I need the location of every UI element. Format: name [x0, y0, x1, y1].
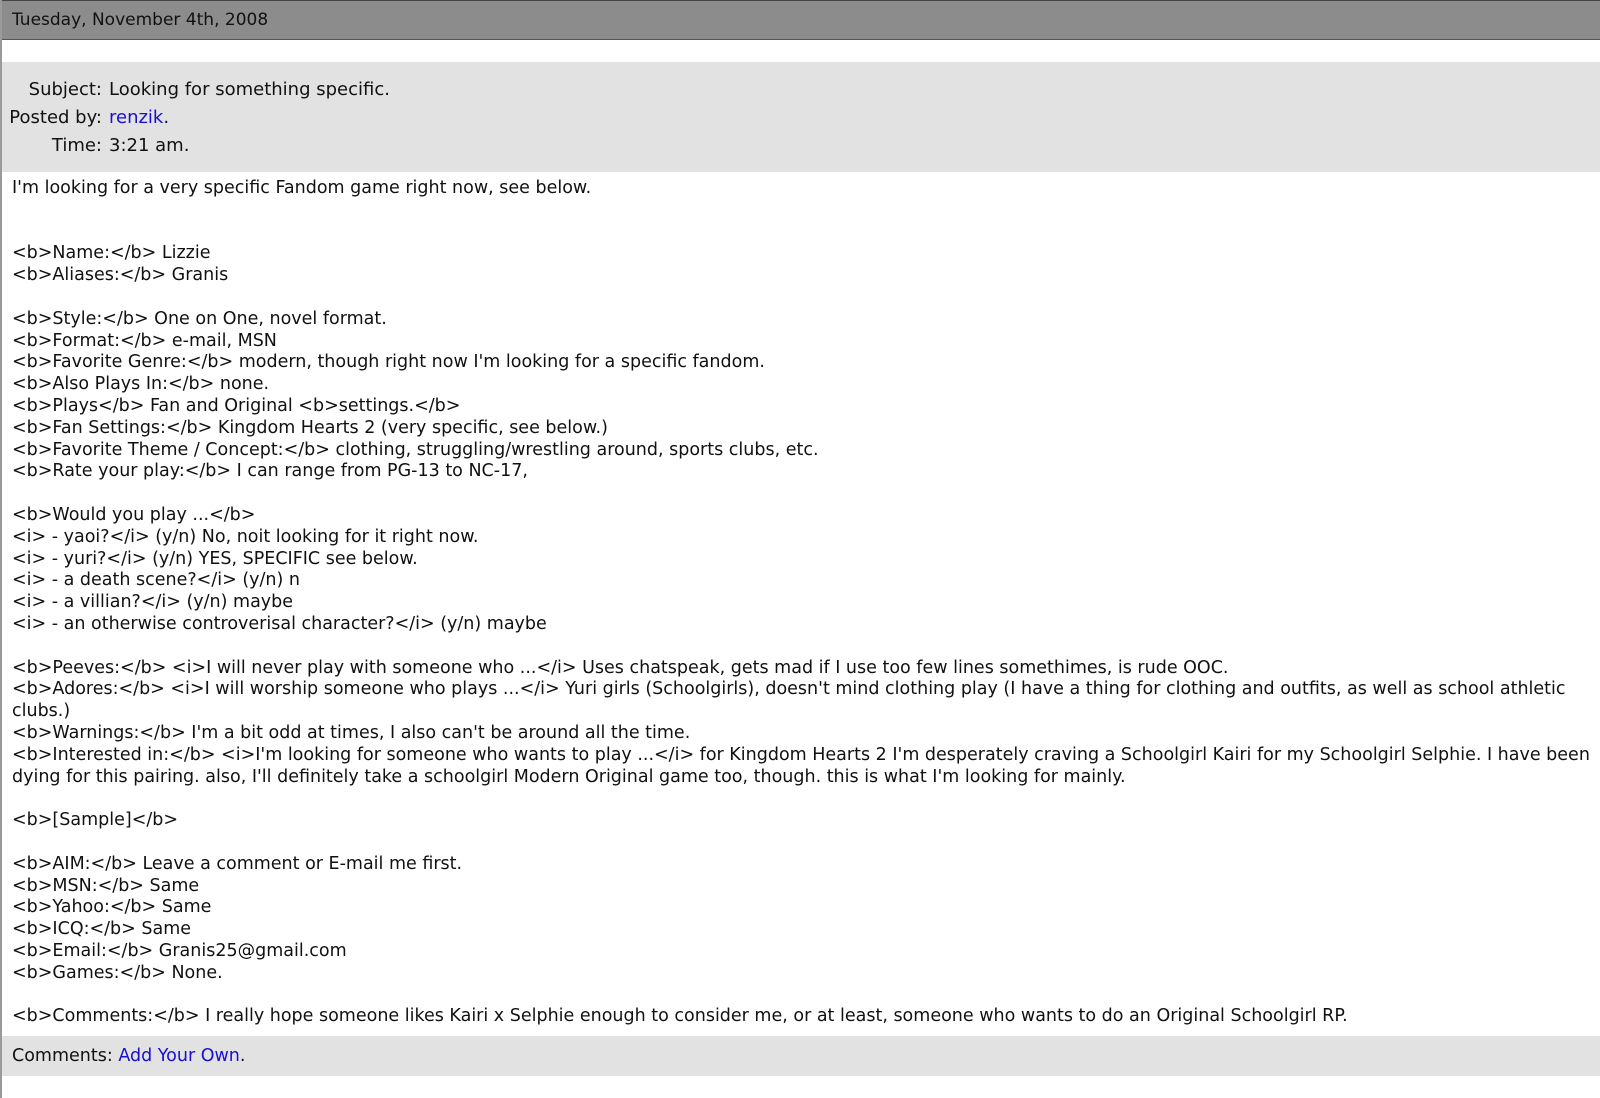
entry-line: <b>Yahoo:</b> Same — [12, 897, 212, 918]
entry-meta — [2, 62, 1600, 172]
posted-by-row — [2, 104, 1600, 132]
subject-label: Subject: — [28, 79, 102, 100]
time-row — [2, 132, 1600, 160]
comments-suffix: . — [239, 1046, 246, 1066]
entry-date: Tuesday, November 4th, 2008 — [12, 10, 269, 30]
entry-line: <b>Name:</b> Lizzie — [12, 243, 211, 264]
entry-line: <i> - a death scene?</i> (y/n) n — [12, 570, 300, 591]
entry-line — [12, 483, 1590, 505]
entry-line: <i> - yaoi?</i> (y/n) No, noit looking for it right now. — [12, 526, 479, 547]
entry-line: <b>Also Plays In:</b> none. — [12, 374, 270, 395]
posted-by-label: Posted by: — [9, 107, 102, 128]
time-value: 3:21 am. — [109, 135, 190, 156]
add-comment-link[interactable]: Add Your Own — [118, 1046, 240, 1066]
entry-line: <b>Format:</b> e-mail, MSN — [12, 330, 277, 351]
author-link[interactable]: renzik — [109, 107, 164, 128]
entry-line: <b>Email:</b> Granis25@gmail.com — [12, 940, 347, 961]
entry-line: <b>Fan Settings:</b> Kingdom Hearts 2 (very specific, see below.) — [12, 417, 608, 438]
entry-body — [2, 172, 1600, 1028]
entry-line: <b>MSN:</b> Same — [12, 875, 200, 896]
entry-line: <b>Plays</b> Fan and Original <b>settings.</b> — [12, 395, 461, 416]
author-suffix: . — [163, 107, 170, 128]
time-label: Time: — [51, 135, 102, 156]
entry-line: <i> - a villian?</i> (y/n) maybe — [12, 592, 294, 613]
entry-line: <i> - an otherwise controverisal character?</i> (y/n) maybe — [12, 613, 547, 634]
entry-line: <b>Warnings:</b> I'm a bit odd at times, I also can't be around all the time. — [12, 722, 691, 743]
entry-line: <b>Games:</b> None. — [12, 962, 223, 983]
entry-line: <b>Would you play ...</b> — [12, 504, 256, 525]
entry-line — [12, 200, 1590, 222]
subject-value: Looking for something specific. — [109, 79, 390, 100]
entry-line — [12, 832, 1590, 854]
entry-line: <b>Peeves:</b> <i>I will never play with someone who ...</i> Uses chatspeak, gets mad if I use too few lines somethimes, is rude OOC. — [12, 657, 1229, 678]
entry-line — [12, 636, 1590, 658]
entry-lines — [12, 200, 1596, 1028]
entry-line: <b>AIM:</b> Leave a comment or E-mail me first. — [12, 853, 463, 874]
entry-line — [12, 984, 1590, 1006]
entry-line: <b>Comments:</b> I really hope someone likes Kairi x Selphie enough to consider me, or at least, someone who wants to do an Original Schoolgirl RP. — [12, 1006, 1348, 1027]
entry-line: <b>ICQ:</b> Same — [12, 919, 192, 940]
entry-line: <b>Aliases:</b> Granis — [12, 265, 229, 286]
spacer — [2, 40, 1600, 62]
entry-line: <b>Rate your play:</b> I can range from PG-13 to NC-17, — [12, 461, 528, 482]
entry-intro: I'm looking for a very specific Fandom game right now, see below. — [12, 178, 592, 198]
entry-line: <b>Adores:</b> <i>I will worship someone who plays ...</i> Yuri girls (Schoolgirls), doesn't mind clothing play (I have a thing for clothing and outfits, as well as school athletic clubs.) — [12, 679, 1572, 722]
entry-line: <b>Favorite Genre:</b> modern, though right now I'm looking for a specific fandom. — [12, 352, 765, 373]
author-wrapper — [109, 104, 169, 132]
subject-row — [2, 76, 1600, 104]
entry-line: <i> - yuri?</i> (y/n) YES, SPECIFIC see below. — [12, 548, 418, 569]
entry-line — [12, 788, 1590, 810]
entry-line — [12, 222, 1590, 244]
entry-date-header — [2, 0, 1600, 40]
entry-line: <b>Style:</b> One on One, novel format. — [12, 308, 387, 329]
comments-label: Comments: — [12, 1046, 113, 1066]
entry-line: <b>[Sample]</b> — [12, 810, 179, 831]
entry-line: <b>Favorite Theme / Concept:</b> clothing, struggling/wrestling around, sports clubs, etc. — [12, 439, 819, 460]
entry-line: <b>Interested in:</b> <i>I'm looking for someone who wants to play ...</i> for Kingdom Hearts 2 I'm desperately craving a Schoolgirl Kairi for my Schoolgirl Selphie. I have been dying for this pairing. also, I'll definitely take a schoolgirl Modern Original game too, though. this is what I'm looking for mainly. — [12, 744, 1596, 787]
entry-line — [12, 287, 1590, 309]
comments-bar — [2, 1036, 1600, 1076]
